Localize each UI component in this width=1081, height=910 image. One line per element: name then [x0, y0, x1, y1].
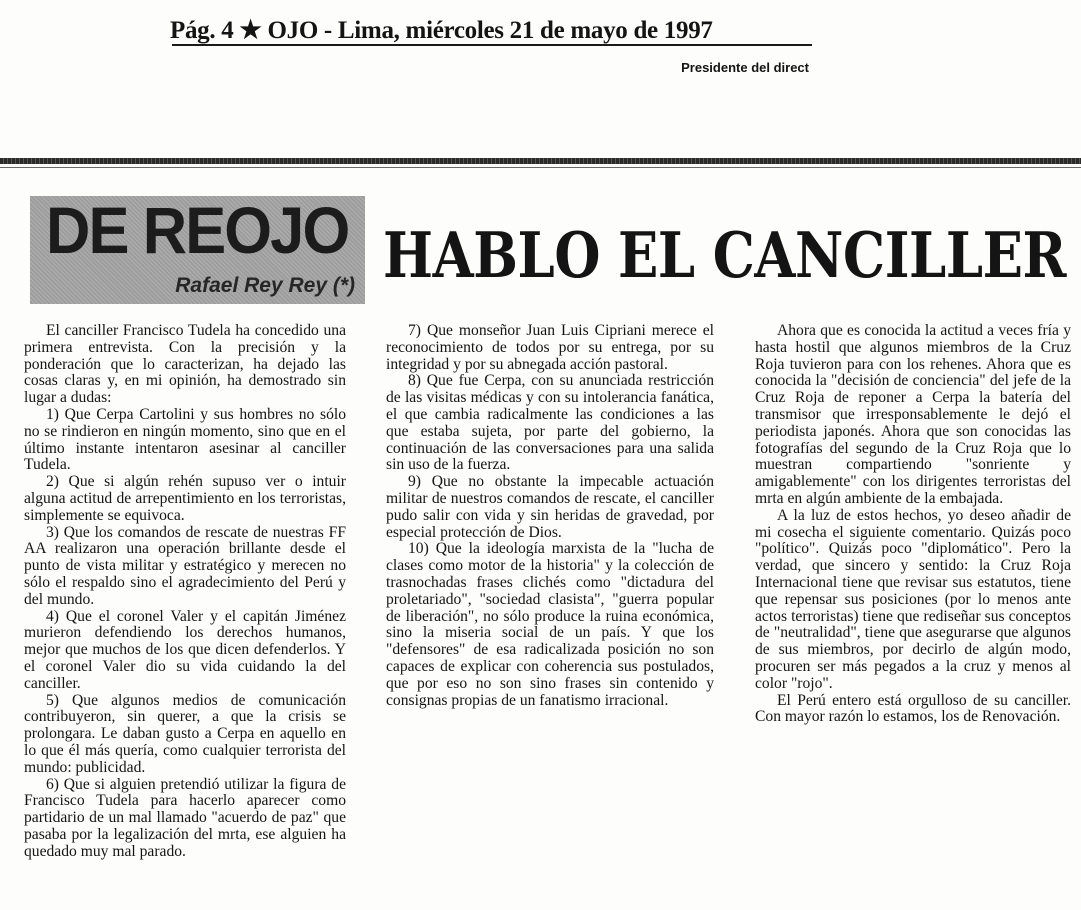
- column-byline: Rafael Rey Rey (*): [175, 274, 355, 297]
- page-header: Pág. 4 ★ OJO - Lima, miércoles 21 de mayo de 1997: [170, 17, 713, 44]
- paragraph: 2) Que si algún rehén supuso ver o intuir alguna actitud de arrepentimiento en los terroristas, simplemente se equivoca.: [24, 473, 346, 524]
- header-rule: [172, 44, 812, 46]
- article-column-2: [386, 323, 714, 709]
- paragraph: 7) Que monseñor Juan Luis Cipriani merece el reconocimiento de todos por su entrega, por su integridad y por su abnegada acción pastoral.: [386, 322, 714, 373]
- paragraph: A la luz de estos hechos, yo deseo añadir de mi cosecha el siguiente comentario. Quizás poco "político". Quizás poco "diplomático". Pero la verdad, que sincero y sentido: la Cruz Roja Internacional tiene que revisar sus estatutos, tiene que repensar sus posiciones (por lo menos ante actos terroristas) tiene que rediseñar sus conceptos de "neutralidad", tiene que asegurarse que algunos de sus miembros, por decirlo de algún modo, procuren ser más pegados a la cruz y menos al color "rojo".: [755, 506, 1071, 692]
- paragraph: 6) Que si alguien pretendió utilizar la figura de Francisco Tudela para hacerlo aparecer como partidario de un mal llamado "acuerdo de paz" que pasaba por la legalización del mrta, ese alguien ha quedado muy mal parado.: [24, 775, 346, 860]
- article-column-1: [24, 323, 346, 861]
- paragraph: Ahora que es conocida la actitud a veces fría y hasta hostil que algunos miembros de la Cruz Roja tuvieron para con los rehenes. Ahora que es conocida la "decisión de conciencia" del jefe de la Cruz Roja de reponer a Cerpa la batería del transmisor que irresponsablemente le dejó el periodista japonés. Ahora que son conocidas las fotografías del segundo de la Cruz Roja que lo muestran compartiendo "sonriente y amigablemente" con los dirigentes terroristas del mrta en algún ambiente de la embajada.: [755, 322, 1071, 507]
- column-name: DE REOJO: [46, 193, 349, 267]
- section-divider: [0, 158, 1081, 164]
- paragraph: 9) Que no obstante la impecable actuación militar de nuestros comandos de rescate, el canciller pudo salir con vida y sin heridas de gravedad, por especial protección de Dios.: [386, 473, 714, 541]
- paragraph: 8) Que fue Cerpa, con su anunciada restricción de las visitas médicas y con su intolerancia fanática, el que cambia radicalmente las condiciones a las que estaba sujeta, por parte del gobierno, la continuación de las conversaciones para una salida sin uso de la fuerza.: [386, 372, 714, 474]
- header-kicker: Presidente del direct: [681, 60, 809, 75]
- paragraph: 1) Que Cerpa Cartolini y sus hombres no sólo no se rindieron en ningún momento, sino que en el último instante intentaron asesinar al canciller Tudela.: [24, 405, 346, 474]
- paragraph: El Perú entero está orgulloso de su canciller. Con mayor razón lo estamos, los de Renovación.: [755, 691, 1071, 726]
- article-column-3: [755, 323, 1071, 726]
- paragraph: 10) Que la ideología marxista de la "lucha de clases como motor de la historia" y la colección de trasnochadas frases clichés como "dictadura del proletariado", "sociedad clasista", "guerra popular de liberación", no sólo produce la ruina económica, sino la miseria social de un país. Y que los "defensores" de esa radicalizada posición no son capaces de explicar con coherencia sus postulados, que por eso no son sino frases sin contenido y consignas propias de un fanatismo irracional.: [386, 540, 714, 709]
- paragraph: 4) Que el coronel Valer y el capitán Jiménez murieron defendiendo los derechos humanos, mejor que muchos de los que dicen defenderlos. Y el coronel Valer dio su vida cuidando la del canciller.: [24, 607, 346, 692]
- paragraph: El canciller Francisco Tudela ha concedido una primera entrevista. Con la precisión y la ponderación que lo caracterizan, ha dejado las cosas claras y, en mi opinión, ha demostrado sin lugar a dudas:: [24, 322, 346, 407]
- paragraph: 3) Que los comandos de rescate de nuestras FF AA realizaron una operación brillante desde el punto de vista militar y estratégico y merecen no sólo el respaldo sino el agradecimiento del Perú y del mundo.: [24, 523, 346, 608]
- paragraph: 5) Que algunos medios de comunicación contribuyeron, sin querer, a que la crisis se prolongara. Le daban gusto a Cerpa en aquello en lo que él más quería, como cualquier terrorista del mundo: publicidad.: [24, 691, 346, 776]
- section-divider-thin: [0, 167, 1081, 168]
- column-logo-box: [30, 193, 365, 304]
- article-headline: HABLO EL CANCILLER: [383, 218, 1067, 292]
